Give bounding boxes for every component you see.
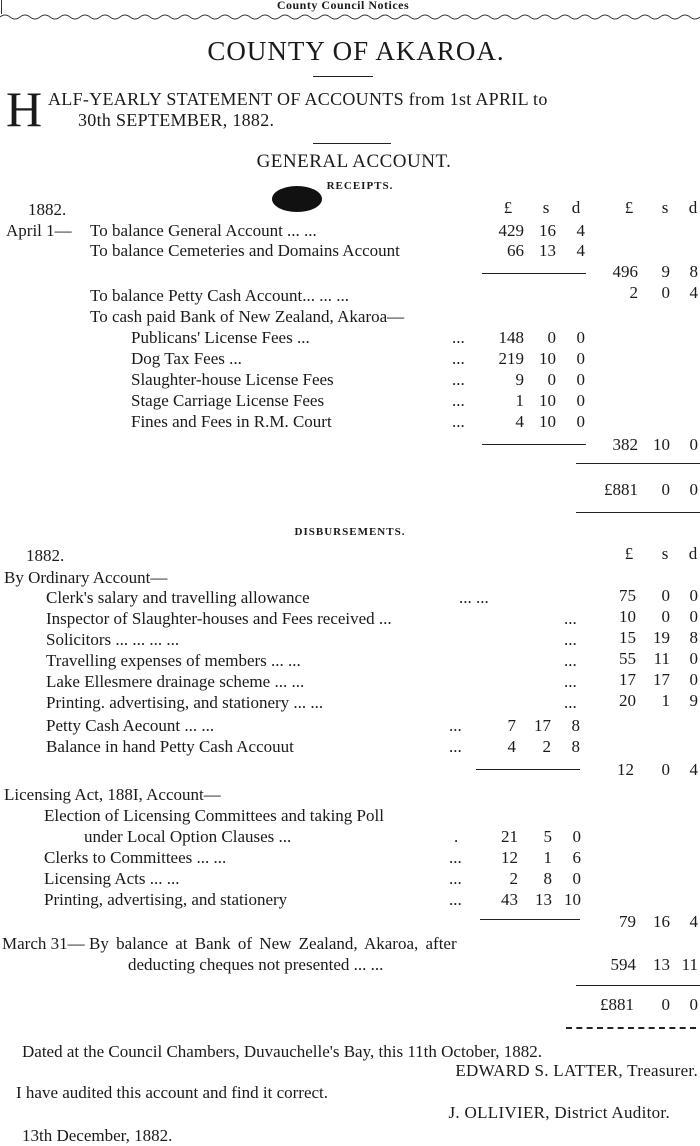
fee-pound: 9 <box>515 370 524 389</box>
licensing-s: 8 <box>543 869 552 888</box>
col-head-pound: £ <box>503 198 513 217</box>
receipt-s: 13 <box>539 241 556 260</box>
disbursement-label: Lake Ellesmere drainage scheme ... ... <box>46 672 305 691</box>
licensing-s: 1 <box>543 848 552 867</box>
fee-s: 10 <box>539 412 556 431</box>
fee-d: 0 <box>576 391 585 410</box>
ordinary-heading: By Ordinary Account— <box>4 568 168 587</box>
balance-line2: deducting cheques not presented ... ... <box>128 955 384 974</box>
statement-title-line1: ALF-YEARLY STATEMENT OF ACCOUNTS from 1st APRIL to <box>48 89 548 109</box>
petty-d: 8 <box>571 716 580 735</box>
petty-label: Balance in hand Petty Cash Accouut <box>46 737 294 756</box>
petty-cash-label: To balance Petty Cash Account... ... ... <box>90 286 349 305</box>
fee-pound: 1 <box>515 391 524 410</box>
subtotal-s: 9 <box>661 262 670 281</box>
disbursements-total-pound: £881 <box>600 995 634 1014</box>
disbursement-dots: ... <box>564 630 577 649</box>
disbursement-s: 1 <box>661 691 670 710</box>
petty-d: 8 <box>571 737 580 756</box>
disbursement-dots: ... <box>564 609 577 628</box>
receipt-pound: 429 <box>498 221 524 240</box>
fee-pound: 219 <box>498 349 524 368</box>
petty-total-pound: 12 <box>617 760 634 779</box>
title-divider <box>313 76 373 77</box>
disbursement-d: 9 <box>689 691 698 710</box>
col-head-s: s <box>661 544 669 563</box>
subtotal-pound: 382 <box>612 435 638 454</box>
licensing-d: 0 <box>572 827 581 846</box>
col-head-d: d <box>571 198 581 217</box>
petty-s: 17 <box>534 716 551 735</box>
election-line1: Election of Licensing Committees and taking Poll <box>44 806 384 825</box>
disbursement-s: 0 <box>661 607 670 626</box>
licensing-pound: 12 <box>501 848 518 867</box>
fee-d: 0 <box>576 370 585 389</box>
fee-pound: 148 <box>498 328 524 347</box>
licensing-dots: . <box>454 827 459 846</box>
disbursement-s: 19 <box>653 628 670 647</box>
licensing-heading: Licensing Act, 188I, Account— <box>4 785 221 804</box>
rule <box>576 463 700 464</box>
licensing-label: Licensing Acts ... ... <box>44 869 180 888</box>
rule <box>482 444 586 445</box>
fee-s: 10 <box>539 349 556 368</box>
receipt-d: 4 <box>576 241 585 260</box>
receipts-total-d: 0 <box>689 480 698 499</box>
petty-pound: 4 <box>507 737 516 756</box>
drop-cap: H <box>6 81 43 137</box>
licensing-label: under Local Option Clauses ... <box>84 827 292 846</box>
bank-heading: To cash paid Bank of New Zealand, Akaroa— <box>90 307 405 326</box>
receipts-date: April 1— <box>6 221 72 240</box>
licensing-dots: ... <box>449 848 462 867</box>
licensing-pound: 21 <box>501 827 518 846</box>
receipts-year: 1882. <box>28 200 67 219</box>
corner-rule <box>1 0 2 14</box>
disbursement-d: 0 <box>689 649 698 668</box>
disbursement-pound: 75 <box>619 586 636 605</box>
disbursements-total-s: 0 <box>661 995 670 1014</box>
licensing-d: 6 <box>572 848 581 867</box>
fee-dots: ... <box>452 391 465 410</box>
fee-s: 0 <box>547 328 556 347</box>
receipt-label: To balance Cemeteries and Domains Account <box>90 241 400 260</box>
ink-blot <box>272 186 322 212</box>
petty-cash-d: 4 <box>689 283 698 302</box>
disbursement-label: Printing. advertising, and stationery ... ... <box>46 693 324 712</box>
disbursements-total-d: 0 <box>689 995 698 1014</box>
subtotal-d: 0 <box>689 435 698 454</box>
licensing-dots: ... <box>449 890 462 909</box>
licensing-s: 13 <box>535 890 552 909</box>
disbursement-label: Inspector of Slaughter-houses and Fees received ... <box>46 609 392 628</box>
fee-label: Fines and Fees in R.M. Court <box>131 412 332 431</box>
balance-line1: By balance at Bank of New Zealand, Akaroa, after <box>89 934 457 953</box>
subtotal-s: 10 <box>653 435 670 454</box>
disbursements-year: 1882. <box>26 546 65 565</box>
fee-label: Slaughter-house License Fees <box>131 370 334 389</box>
disbursement-d: 8 <box>689 628 698 647</box>
rule <box>480 919 580 920</box>
licensing-pound: 43 <box>501 890 518 909</box>
county-heading: COUNTY OF AKAROA. <box>207 36 505 66</box>
petty-cash-s: 0 <box>661 283 670 302</box>
statement-title-line2: 30th SEPTEMBER, 1882. <box>78 110 275 130</box>
title-divider-2 <box>313 143 391 144</box>
petty-dots: ... <box>449 716 462 735</box>
petty-label: Petty Cash Aecount ... ... <box>46 716 215 735</box>
receipts-total-pound: £881 <box>604 480 638 499</box>
disbursement-pound: 15 <box>619 628 636 647</box>
col-head-s-2: s <box>661 198 669 217</box>
col-head-pound-2: £ <box>624 198 634 217</box>
disbursement-pound: 55 <box>619 649 636 668</box>
wavy-rule <box>0 10 700 24</box>
disbursement-label: Travelling expenses of members ... ... <box>46 651 301 670</box>
licensing-pound: 2 <box>509 869 518 888</box>
rule <box>576 985 700 986</box>
licensing-s: 5 <box>543 827 552 846</box>
rule <box>476 769 580 770</box>
treasurer-signature: EDWARD S. LATTER, Treasurer. <box>455 1061 698 1080</box>
licensing-d: 0 <box>572 869 581 888</box>
disbursement-d: 0 <box>689 586 698 605</box>
disbursement-dots: ... <box>564 693 577 712</box>
receipt-d: 4 <box>576 221 585 240</box>
petty-s: 2 <box>542 737 551 756</box>
account-heading: GENERAL ACCOUNT. <box>256 151 452 172</box>
balance-pound: 594 <box>610 955 636 974</box>
licensing-total-pound: 79 <box>619 912 636 931</box>
balance-date: March 31— <box>2 934 85 953</box>
petty-cash-pound: 2 <box>629 283 638 302</box>
receipt-s: 16 <box>539 221 556 240</box>
fee-label: Stage Carriage License Fees <box>131 391 325 410</box>
subtotal-d: 8 <box>689 262 698 281</box>
disbursement-s: 0 <box>661 586 670 605</box>
receipts-total-s: 0 <box>661 480 670 499</box>
section-title: County Council Notices <box>276 0 410 12</box>
col-head-d-2: d <box>688 198 698 217</box>
receipts-label: RECEIPTS. <box>326 180 394 192</box>
dated-line: Dated at the Council Chambers, Duvauchelle's Bay, this 11th October, 1882. <box>22 1042 542 1061</box>
fee-s: 10 <box>539 391 556 410</box>
col-head-d: d <box>688 544 698 563</box>
disbursement-pound: 17 <box>619 670 636 689</box>
petty-pound: 7 <box>507 716 516 735</box>
col-head-s: s <box>542 198 550 217</box>
licensing-d: 10 <box>564 890 581 909</box>
audit-date: 13th December, 1882. <box>22 1126 173 1145</box>
receipt-pound: 66 <box>507 241 524 260</box>
fee-dots: ... <box>452 370 465 389</box>
auditor-signature: J. OLLIVIER, District Auditor. <box>448 1103 670 1122</box>
disbursement-dots: ... <box>564 672 577 691</box>
disbursement-dots: ... <box>564 651 577 670</box>
licensing-label: Printing, advertising, and stationery <box>44 890 288 909</box>
licensing-total-s: 16 <box>653 912 670 931</box>
disbursement-label: Clerk's salary and travelling allowance <box>46 588 310 607</box>
licensing-dots: ... <box>449 869 462 888</box>
fee-d: 0 <box>576 328 585 347</box>
fee-label: Publicans' License Fees ... <box>131 328 310 347</box>
disbursement-d: 0 <box>689 670 698 689</box>
disbursement-pound: 10 <box>619 607 636 626</box>
disbursement-pound: 20 <box>619 691 636 710</box>
licensing-label: Clerks to Committees ... ... <box>44 848 227 867</box>
fee-d: 0 <box>576 412 585 431</box>
rule <box>576 512 700 513</box>
disbursement-label: Solicitors ... ... ... ... <box>46 630 180 649</box>
receipt-label: To balance General Account ... ... <box>90 221 317 240</box>
petty-total-d: 4 <box>689 760 698 779</box>
col-head-pound: £ <box>624 544 634 563</box>
disbursement-d: 0 <box>689 607 698 626</box>
petty-dots: ... <box>449 737 462 756</box>
fee-dots: ... <box>452 412 465 431</box>
disbursement-dots: ... ... <box>459 588 489 607</box>
fee-dots: ... <box>452 349 465 368</box>
fee-s: 0 <box>547 370 556 389</box>
disbursements-label: DISBURSEMENTS. <box>294 526 406 538</box>
subtotal-pound: 496 <box>612 262 638 281</box>
disbursement-s: 11 <box>653 649 670 668</box>
fee-label: Dog Tax Fees ... <box>131 349 242 368</box>
fee-dots: ... <box>452 328 465 347</box>
balance-s: 13 <box>653 955 670 974</box>
fee-pound: 4 <box>515 412 524 431</box>
rule <box>482 273 586 274</box>
fee-d: 0 <box>576 349 585 368</box>
licensing-total-d: 4 <box>689 912 698 931</box>
rule <box>566 1027 696 1029</box>
disbursement-s: 17 <box>653 670 670 689</box>
balance-d: 11 <box>681 955 698 974</box>
petty-total-s: 0 <box>661 760 670 779</box>
audit-statement: I have audited this account and find it correct. <box>16 1083 329 1102</box>
